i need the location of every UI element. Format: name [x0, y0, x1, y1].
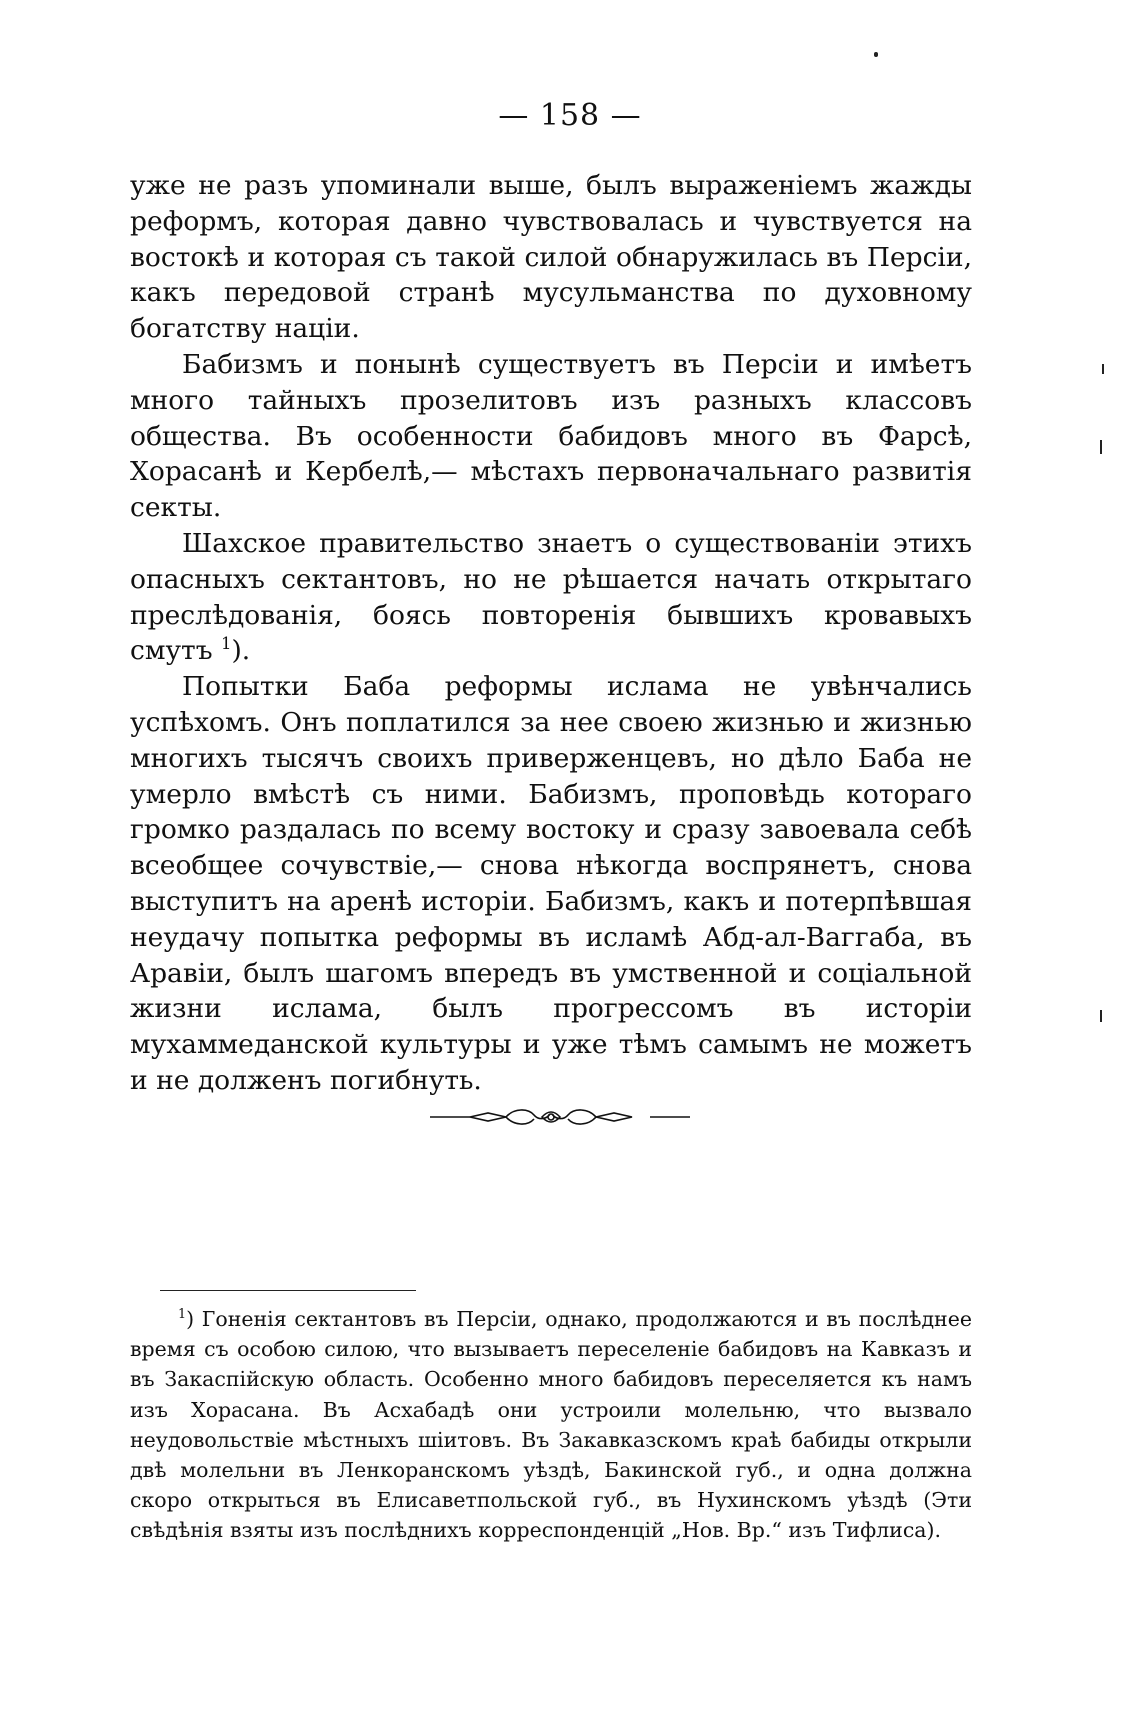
- margin-mark: [1102, 364, 1104, 374]
- footnote-rule: [160, 1290, 416, 1291]
- margin-mark: [874, 52, 878, 57]
- footnote: [130, 1304, 972, 1546]
- footnote-reference-tail: ).: [231, 635, 251, 667]
- paragraph-3: [130, 526, 972, 669]
- footnote-text: Гоненія сектантовъ въ Персіи, однако, продолжаются и въ послѣднее время съ особою силою, что вызываетъ переселеніе бабидовъ на Кавказъ и въ Закаспійскую область. Особенно много бабидовъ переселяется къ намъ изъ Хорасана. Въ Асхабадѣ они устроили молельню, что вызвало неудовольствіе мѣстныхъ шіитовъ. Въ Закавказскомъ краѣ бабиды открыли двѣ молельни въ Ленкоранскомъ уѣздѣ, Бакинской губ., и одна должна скоро открыться въ Елисаветпольской губ., въ Нухинскомъ уѣздѣ (Эти свѣдѣнія взяты изъ послѣднихъ корреспонденцій „Нов. Вр.“ изъ Тифлиса).: [130, 1307, 972, 1543]
- footnote-reference[interactable]: 1: [221, 634, 232, 654]
- paragraph-3-text: Шахское правительство знаетъ о существованіи этихъ опасныхъ сектантовъ, но не рѣшается начать открытаго преслѣдованія, боясь повторенія бывшихъ кровавыхъ смутъ: [130, 527, 972, 667]
- paragraph-2: Бабизмъ и понынѣ существуетъ въ Персіи и имѣетъ много тайныхъ прозелитовъ изъ разныхъ классовъ общества. Въ особенности бабидовъ много въ Фарсѣ, Хорасанѣ и Кербелѣ,— мѣстахъ первоначальнаго развитія секты.: [130, 348, 972, 524]
- ornament-divider-icon: [430, 1104, 690, 1130]
- main-text: [130, 168, 972, 1099]
- footnote-marker-tail: ): [186, 1307, 195, 1331]
- paragraph-1: уже не разъ упоминали выше, былъ выраженіемъ жажды реформъ, которая давно чувствовалась и чувствуется на востокѣ и которая съ такой силой обнаружилась въ Персіи, какъ передовой странѣ мусульманства по духовному богатству націи.: [130, 170, 972, 345]
- margin-mark: [1100, 440, 1102, 454]
- page-number: — 158 —: [498, 98, 642, 133]
- footnote-paragraph: [130, 1304, 972, 1546]
- paragraph-4: Попытки Баба реформы ислама не увѣнчались успѣхомъ. Онъ поплатился за нее своею жизнью и жизнью многихъ тысячъ своихъ приверженцевъ, но дѣло Баба не умерло вмѣстѣ съ ними. Бабизмъ, проповѣдь котораго громко раздалась по всему востоку и сразу завоевала себѣ всеобщее сочувствіе,— снова нѣкогда воспрянетъ, снова выступитъ на аренѣ исторіи. Бабизмъ, какъ и потерпѣвшая неудачу попытка реформы въ исламѣ Абд-ал-Ваггаба, въ Аравіи, былъ шагомъ впередъ въ умственной и соціальной жизни ислама, былъ прогрессомъ въ исторіи мухаммеданской культуры и уже тѣмъ самымъ не можетъ и не долженъ погибнуть.: [130, 671, 972, 1096]
- margin-mark: [1100, 1010, 1102, 1022]
- footnote-marker: 1: [178, 1306, 187, 1322]
